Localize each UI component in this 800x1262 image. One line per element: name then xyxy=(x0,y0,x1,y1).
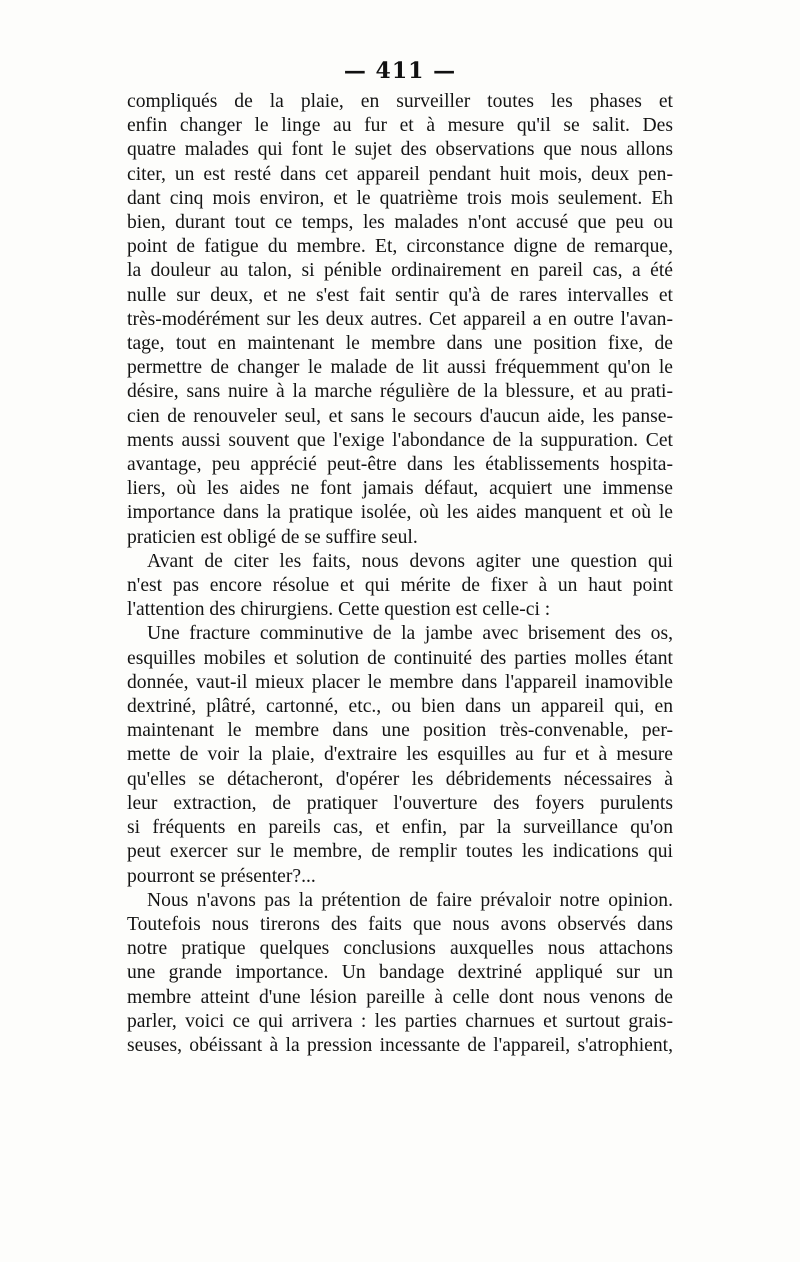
text-line: n'est pas encore résolue et qui mérite de fixer à un haut point xyxy=(127,575,673,597)
body-text xyxy=(127,90,673,1058)
text-line: avantage, peu apprécié peut-être dans les établissements hospita- xyxy=(127,454,673,476)
text-line: permettre de changer le malade de lit aussi fréquemment qu'on le xyxy=(127,357,673,379)
text-line: liers, où les aides ne font jamais défaut, acquiert une immense xyxy=(127,478,673,500)
text-line: Avant de citer les faits, nous devons agiter une question qui xyxy=(147,550,673,572)
text-line: pourront se présenter?... xyxy=(127,865,316,887)
text-line: bien, durant tout ce temps, les malades n'ont accusé que peu ou xyxy=(127,212,673,234)
text-line: maintenant le membre dans une position très-convenable, per- xyxy=(127,720,673,742)
text-line: parler, voici ce qui arrivera : les parties charnues et surtout grais- xyxy=(127,1010,673,1032)
text-line: qu'elles se détacheront, d'opérer les débridements nécessaires à xyxy=(127,768,673,790)
text-line: notre pratique quelques conclusions auxquelles nous attachons xyxy=(127,938,673,960)
text-line: seuses, obéissant à la pression incessante de l'appareil, s'atrophient, xyxy=(127,1034,673,1056)
text-line: citer, un est resté dans cet appareil pendant huit mois, deux pen- xyxy=(127,163,673,185)
text-line: si fréquents en pareils cas, et enfin, par la surveillance qu'on xyxy=(127,817,673,839)
text-line: praticien est obligé de se suffire seul. xyxy=(127,526,418,548)
text-line: cien de renouveler seul, et sans le secours d'aucun aide, les panse- xyxy=(127,405,673,427)
text-line: mette de voir la plaie, d'extraire les esquilles au fur et à mesure xyxy=(127,744,673,766)
text-line: membre atteint d'une lésion pareille à celle dont nous venons de xyxy=(127,986,673,1008)
text-line: une grande importance. Un bandage dextriné appliqué sur un xyxy=(127,962,673,984)
page-number: — 411 — xyxy=(343,58,457,84)
text-line: leur extraction, de pratiquer l'ouverture des foyers purulents xyxy=(127,792,673,814)
text-line: peut exercer sur le membre, de remplir toutes les indications qui xyxy=(127,841,673,863)
text-line: dant cinq mois environ, et le quatrième trois mois seulement. Eh xyxy=(127,187,673,209)
text-line: tage, tout en maintenant le membre dans une position fixe, de xyxy=(127,333,673,355)
text-line: quatre malades qui font le sujet des observations que nous allons xyxy=(127,139,673,161)
text-line: désire, sans nuire à la marche régulière de la blessure, et au prati- xyxy=(127,381,673,403)
text-line: très-modérément sur les deux autres. Cet appareil a en outre l'avan- xyxy=(127,308,673,330)
text-line: point de fatigue du membre. Et, circonstance digne de remarque, xyxy=(127,236,673,258)
text-line: compliqués de la plaie, en surveiller toutes les phases et xyxy=(127,91,673,112)
text-line: l'attention des chirurgiens. Cette question est celle-ci : xyxy=(127,599,551,621)
text-line: Toutefois nous tirerons des faits que nous avons observés dans xyxy=(127,913,673,935)
text-line: Une fracture comminutive de la jambe avec brisement des os, xyxy=(147,623,673,645)
text-line: dextriné, plâtré, cartonné, etc., ou bien dans un appareil qui, en xyxy=(127,696,673,718)
text-line: donnée, vaut-il mieux placer le membre dans l'appareil inamovible xyxy=(127,671,673,693)
text-line: ments aussi souvent que l'exige l'abondance de la suppuration. Cet xyxy=(127,429,673,451)
text-line: importance dans la pratique isolée, où les aides manquent et où le xyxy=(127,502,673,524)
text-line: enfin changer le linge au fur et à mesure qu'il se salit. Des xyxy=(127,115,673,137)
text-line: nulle sur deux, et ne s'est fait sentir qu'à de rares intervalles et xyxy=(127,284,673,306)
text-line: Nous n'avons pas la prétention de faire prévaloir notre opinion. xyxy=(147,889,673,911)
text-line: esquilles mobiles et solution de continuité des parties molles étant xyxy=(127,647,673,669)
text-line: la douleur au talon, si pénible ordinairement en pareil cas, a été xyxy=(127,260,673,282)
